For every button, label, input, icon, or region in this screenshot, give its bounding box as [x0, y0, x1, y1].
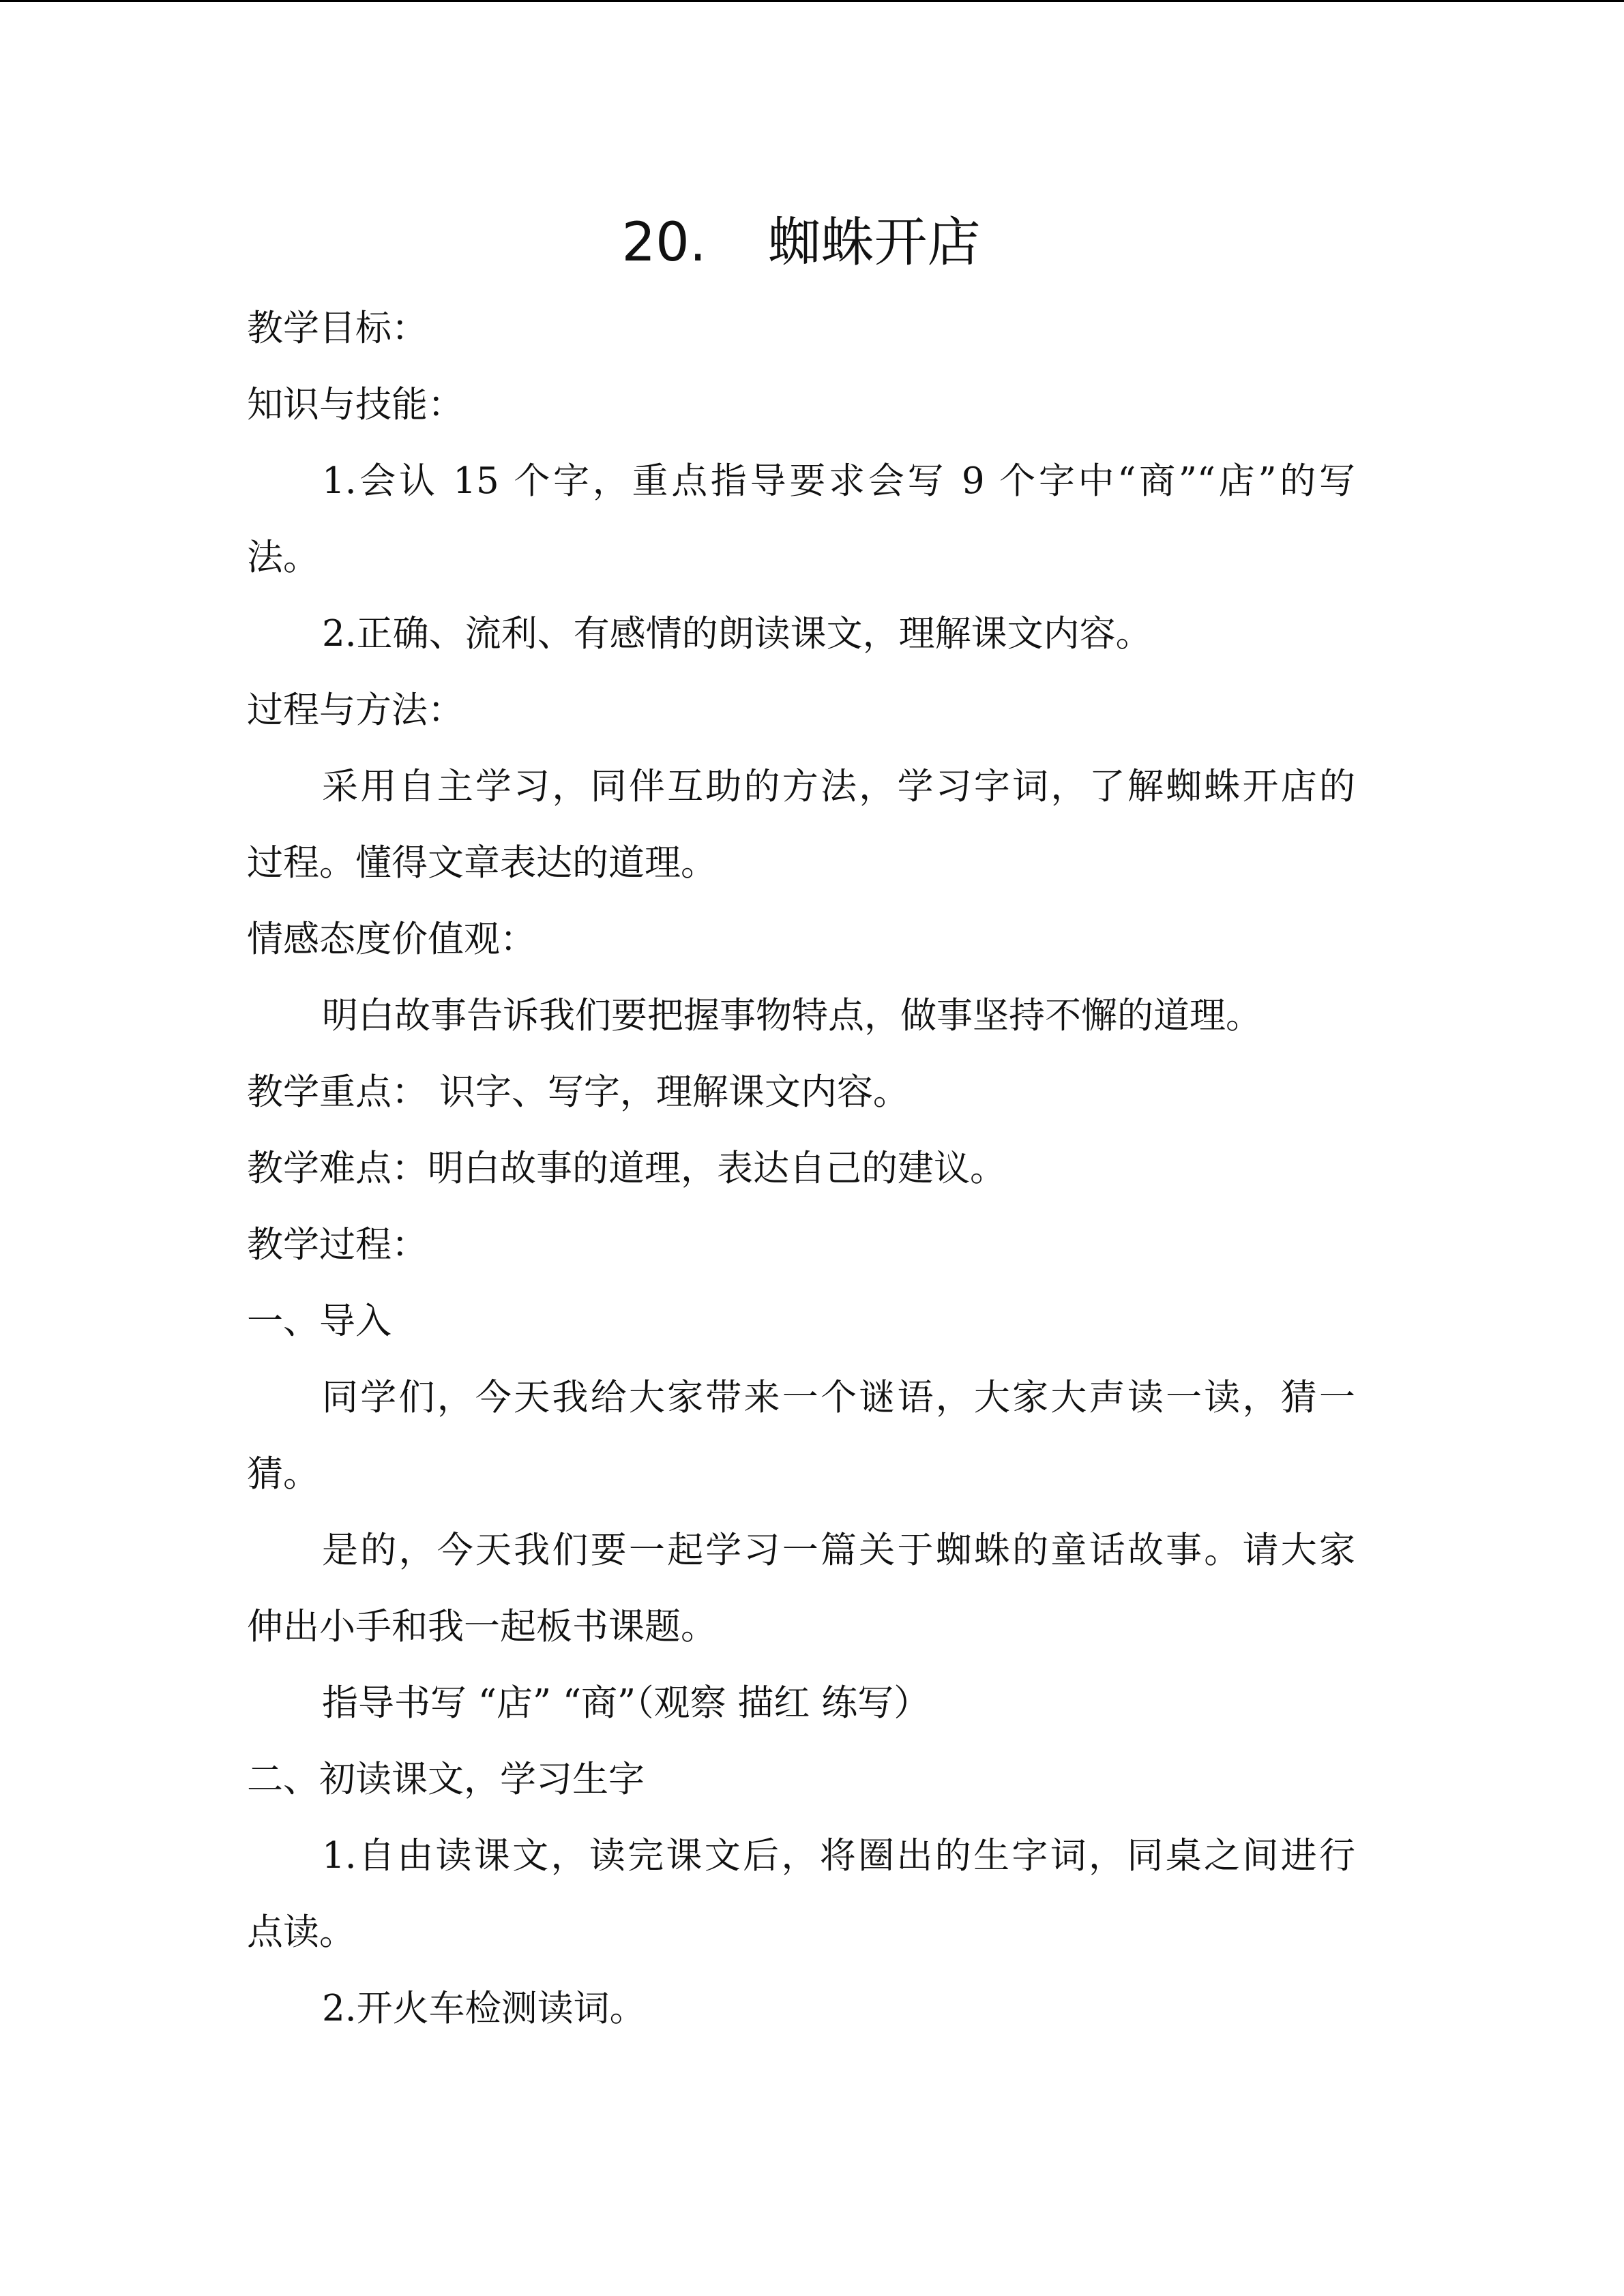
intro-line-4: 伸出小手和我一起板书课题。 [247, 1606, 717, 1648]
section-two-heading: 二、初读课文，学习生字 [247, 1759, 645, 1800]
heading-emotion-values: 情感态度价值观： [247, 919, 536, 960]
heading-teaching-goals: 教学目标： [247, 308, 428, 349]
process-method-line-2: 过程。懂得文章表达的道理。 [247, 842, 717, 884]
intro-line-3: 是的，今天我们要一起学习一篇关于蜘蛛的童话故事。请大家 [322, 1530, 1355, 1571]
section-one-heading: 一、导入 [247, 1300, 392, 1342]
goal-item-1-line-1: 1.会认 15 个字，重点指导要求会写 9 个字中“商”“店”的写 [322, 460, 1355, 502]
document-page [247, 205, 1355, 2047]
emotion-values-text: 明白故事告诉我们要把握事物特点，做事坚持不懈的道理。 [322, 995, 1262, 1037]
lesson-title [247, 205, 1355, 281]
reading-step-1-line-2: 点读。 [247, 1911, 355, 1953]
heading-process-method: 过程与方法： [247, 689, 464, 731]
intro-line-1: 同学们，今天我给大家带来一个谜语，大家大声读一读，猜一 [322, 1377, 1355, 1418]
teaching-key-points: 教学重点： 识字、写字，理解课文内容。 [247, 1071, 909, 1113]
lesson-title-text: 蜘蛛开店 [767, 212, 981, 273]
heading-knowledge-skills: 知识与技能： [247, 384, 464, 426]
process-method-line-1: 采用自主学习，同伴互助的方法，学习字词，了解蜘蛛开店的 [322, 766, 1355, 807]
goal-item-1-line-2: 法。 [247, 537, 319, 578]
reading-step-2: 2.开火车检测读词。 [322, 1988, 646, 2029]
goal-item-2: 2.正确、流利、有感情的朗读课文，理解课文内容。 [322, 613, 1152, 655]
top-border-line [0, 0, 1624, 2]
intro-line-2: 猜。 [247, 1453, 319, 1495]
writing-guidance: 指导书写 “店” “商”（观察 描红 练写） [322, 1682, 930, 1724]
teaching-difficulties: 教学难点：明白故事的道理，表达自己的建议。 [247, 1148, 1006, 1189]
lesson-number: 20. [621, 212, 707, 273]
reading-step-1-line-1: 1.自由读课文，读完课文后，将圈出的生字词，同桌之间进行 [322, 1835, 1355, 1877]
heading-teaching-process: 教学过程： [247, 1224, 428, 1266]
